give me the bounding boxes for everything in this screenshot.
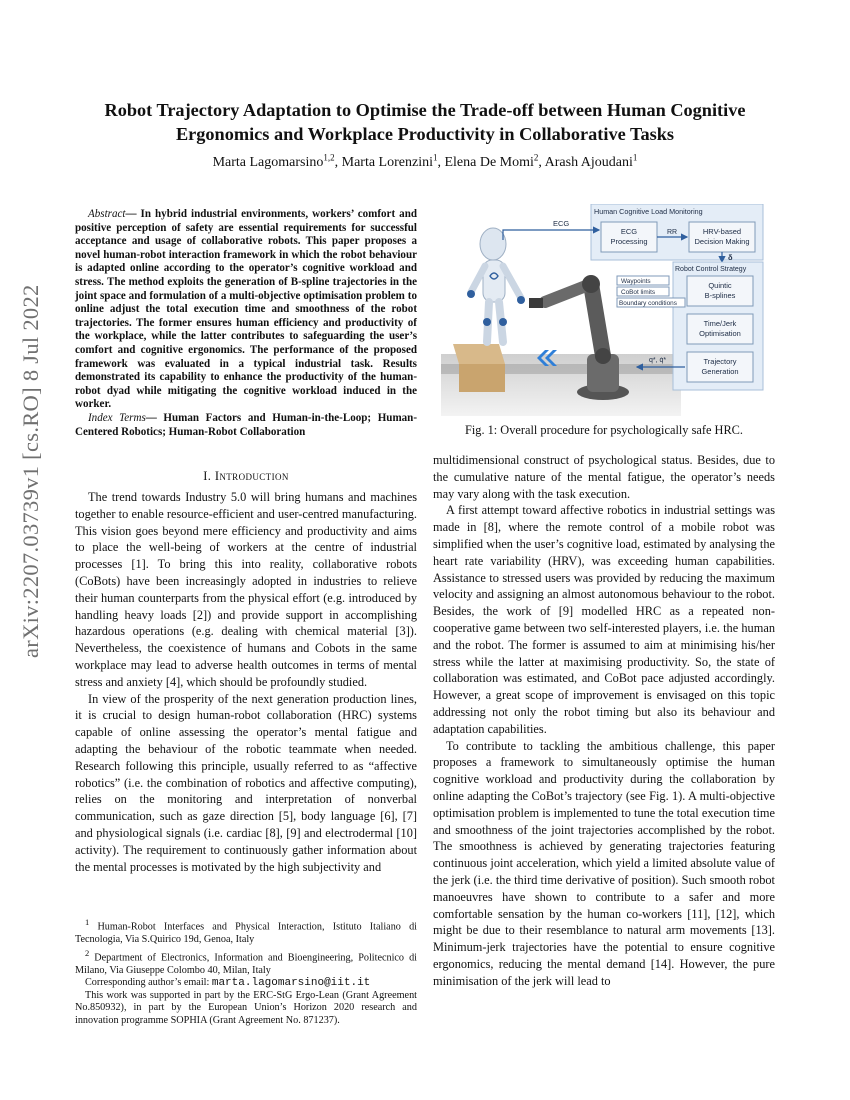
bspline-line1: Quintic — [708, 281, 732, 290]
trajectory-line2: Generation — [701, 367, 739, 376]
cobot-limits-label: CoBot limits — [621, 289, 656, 296]
abstract — [75, 208, 417, 439]
cardboard-box-front — [459, 364, 505, 392]
body-paragraph: The trend towards Industry 5.0 will bring humans and machines together to enable resource-efficient and user-centred manufacturing. This vision goes beyond mere efficiency and productivity and aims to place the well-being of workers at the centre of industrial processes [1]. To bring this into reality, collaborative robots (CoBots) have been increasingly adopted in industries to relieve their human counterparts from the physical effort (e.g. introduced by handling heavy loads [2]) and provide support in accomplishing hazardous operations (e.g. dealing with chemical material [3]). Nevertheless, the coexistence of humans and Cobots in the same workplace may lead to adverse health outcomes in terms of mental stress and anxiety [4], which should be profoundly studied. — [75, 490, 417, 689]
cardboard-box — [453, 344, 505, 364]
optimisation-line1: Time/Jerk — [703, 319, 737, 328]
author-1: Marta Lagomarsino$^{1,2}$, — [212, 152, 342, 170]
boundary-conditions-label: Boundary conditions — [619, 300, 677, 307]
ecg-box-line2: Processing — [610, 237, 648, 246]
human-avatar — [467, 228, 525, 342]
ecg-box-line1: ECG — [620, 227, 638, 236]
trajectory-line1: Trajectory — [703, 357, 737, 366]
footnote-affiliation-1: $^1$ Human-Robot Interfaces and Physical Interaction, Istituto Italiano di Tecnologia, Via S.Quirico 19d, Genoa, Italy — [75, 917, 417, 945]
hrv-box-line1: HRV-based — [702, 227, 742, 236]
paper-title — [60, 98, 790, 146]
waypoints-label: Waypoints — [621, 278, 651, 285]
footnote-affiliation-2: $^2$ Department of Electronics, Information and Bioengineering, Politecnico di Milano, Via Giuseppe Colombo 40, Milan, Italy — [75, 947, 417, 976]
footnotes — [75, 916, 417, 1028]
abstract-paragraph — [75, 208, 417, 412]
abstract-label: Abstract — [88, 208, 126, 220]
title-line-1: Robot Trajectory Adaptation to Optimise the Trade-off between Human Cognitive — [104, 100, 746, 120]
ecg-arrow — [503, 230, 599, 240]
index-terms-text: — Human Factors and Human-in-the-Loop; Human-Centered Robotics; Human-Robot Collaboration — [75, 411, 418, 438]
bspline-line2: B-splines — [704, 291, 736, 300]
rr-label: RR — [666, 229, 678, 236]
right-column-body — [433, 452, 775, 990]
delta-label: δ — [728, 253, 733, 262]
footnote-funding: This work was supported in part by the ERC-StG Ergo-Lean (Grant Agreement No.850932), in part by the European Union’s Horizon 2020 research and innovation programme SOPHIA (Grant Agreement No. 871237). — [75, 989, 417, 1026]
title-line-2: Ergonomics and Workplace Productivity in Collaborative Tasks — [175, 124, 675, 144]
author-3: Elena De Momi$^2$, — [444, 152, 545, 170]
figure-caption: Fig. 1: Overall procedure for psychologically safe HRC. — [464, 423, 743, 437]
author-4: Arash Ajoudani$^1$ — [544, 152, 638, 170]
q-output-label: q*, q̇* — [649, 357, 667, 364]
footnote-corresponding: Corresponding author’s email: marta.lagomarsino@iit.it — [85, 977, 371, 990]
optimisation-line2: Optimisation — [699, 329, 741, 338]
author-2: Marta Lorenzini$^1$, — [341, 152, 445, 170]
corresponding-email[interactable]: marta.lagomarsino@iit.it — [211, 977, 371, 990]
left-column-body — [75, 489, 417, 875]
index-terms — [75, 412, 417, 439]
index-terms-label: Index Terms — [88, 411, 146, 424]
ecg-signal-label: ECG — [553, 219, 570, 228]
figure-1 — [441, 204, 769, 416]
body-paragraph: multidimensional construct of psychological status. Besides, due to the cumulative nature of the mental fatigue, the operator’s needs may vary along with the task execution. — [433, 453, 775, 501]
section-title: I. Introduction — [203, 469, 289, 483]
abstract-text: — In hybrid industrial environments, workers’ comfort and positive perception of safety are essential requirements for successful acceptance and usage of collaborative robots. This paper proposes a novel human-robot interaction framework in which the robot behaviour is adapted online according to the operator’s cognitive workload and stress. The method exploits the generation of B-spline trajectories in the joint space and formulation of a multi-objective optimisation problem to online adjust the total execution time and smoothness of the robot trajectories. The former ensures human efficiency and productivity of the workplace, while the latter contributes to safeguarding the user’s comfort and cognitive ergonomics. The performance of the proposed framework was evaluated in a typical industrial task. Results demonstrated its capability to enhance the productivity of the human-robot dyad while mitigating the cognitive workload induced in the worker. — [75, 208, 417, 411]
control-strategy-title: Robot Control Strategy — [675, 266, 747, 273]
monitoring-title: Human Cognitive Load Monitoring — [594, 207, 703, 216]
body-paragraph: To contribute to tackling the ambitious challenge, this paper proposes a framework to simultaneously optimise the human cognitive workload and productivity during the collaboration by online adapting the CoBot’s trajectory (see Fig. 1). A multi-objective optimisation problem is implemented to tune the total execution time and smoothness of the joint trajectories accomplished by the robot. The smoothness is achieved by generating trajectories featuring continuous joint acceleration, which yield a limited absolute value of the jerk (i.e. the third time derivative of position). Such smooth robot manoeuvres have shown to contribute to a safer and more comfortable sensation by the human co-workers [11], [12], which might be due to their resemblance to natural arm movements [13]. Minimum-jerk trajectories have the potential to ensure cognitive ergonomics, reducing the mental demand [14]. However, the pure minimisation of the jerk will lead to — [433, 738, 775, 988]
author-list — [60, 152, 790, 171]
section-heading — [75, 469, 417, 484]
body-paragraph: A first attempt toward affective robotics in industrial settings was made in [8], where the remote control of a mobile robot was simplified when the user’s cognitive load, estimated by analysing the heart rate variability (HRV), was exceeding human capabilities. Assistance to stressed users was provided by reducing the maximum velocity and assigning an almost autonomous behaviour to the robot. Besides, the work of [9] modelled HRC as a repeated non-cooperative game between two self-interested players, i.e. the human and the robot. The former is assumed to aim at minimising his/her stress while the latter at maximising productivity. So, the state of collaboration was estimated, and CoBot pace adjusted accordingly. However, a great scope of improvement is envisaged on this topic addressing not only the robot timing but also its behaviour and adaptation capabilities. — [433, 503, 775, 736]
body-paragraph: In view of the prosperity of the next generation production lines, it is crucial to design human-robot collaboration (HRC) systems capable of online assessing the operator’s mental fatigue and adapting the behaviour of the robotic teammate when needed. Research following this principle, usually referred to as “affective robotics” (i.e. the combination of robotics and affective computing), relies on the monitoring and interpretation of nonverbal communication, such as gaze direction [5], body language [6], [7] and physiological signals (i.e. cardiac [8], [9] and electrodermal [10] activity). The requirement to continuously gather information about the mental processes is motivated by the high subjectivity and — [75, 691, 417, 874]
hrv-box-line2: Decision Making — [694, 237, 750, 246]
arxiv-id: arXiv:2207.03739v1 [cs.RO] 8 Jul 2022 — [18, 284, 43, 658]
